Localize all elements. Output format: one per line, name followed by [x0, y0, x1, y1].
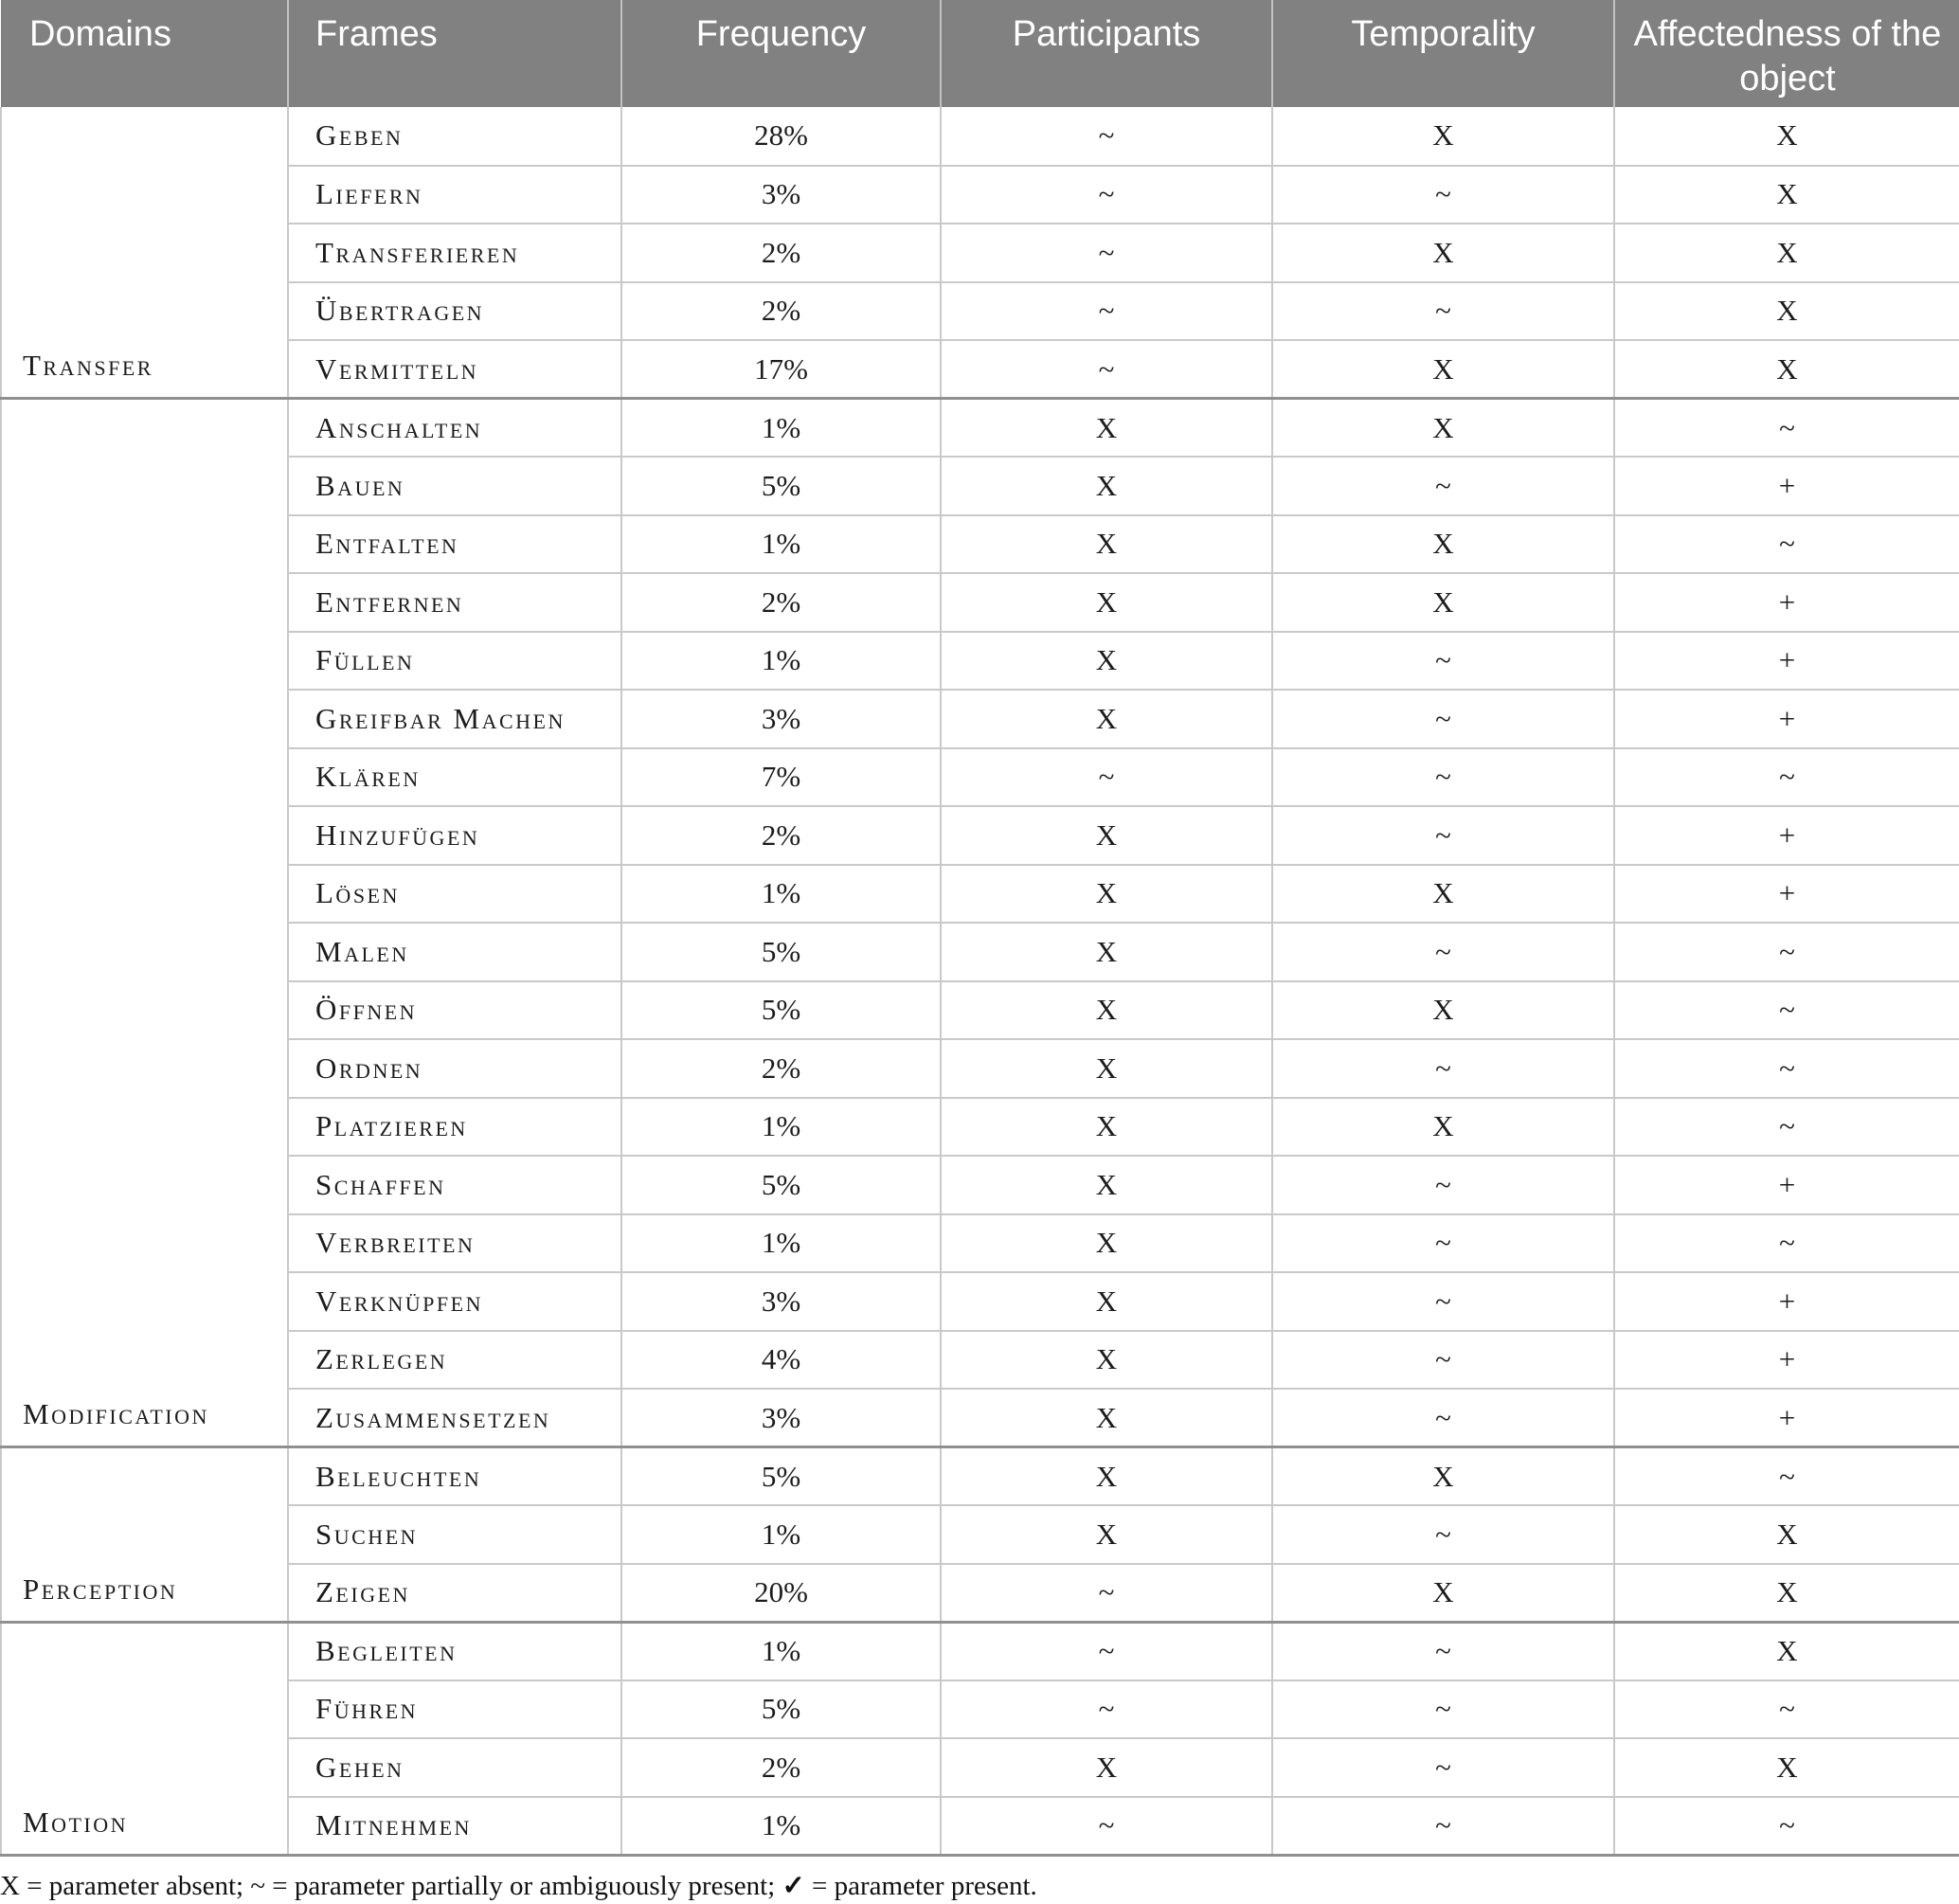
domain-cell: Modification	[1, 399, 288, 1447]
affectedness-cell: +	[1614, 1331, 1959, 1390]
frequency-cell: 2%	[621, 806, 941, 865]
frame-cell: Füllen	[288, 632, 621, 691]
footnote-text-before: X = parameter absent; ~ = parameter partially or ambiguously present;	[0, 1870, 782, 1901]
frame-cell: Führen	[288, 1680, 621, 1739]
temporality-cell: ~	[1272, 1680, 1614, 1739]
table-row	[1, 107, 1959, 166]
participants-cell: X	[941, 1098, 1272, 1157]
frequency-cell: 4%	[621, 1331, 941, 1390]
table-row	[1, 1389, 1959, 1447]
table-row	[1, 923, 1959, 981]
table-header	[1, 0, 1959, 107]
table-row	[1, 340, 1959, 399]
affectedness-cell: ~	[1614, 1098, 1959, 1157]
table-row	[1, 1797, 1959, 1856]
affectedness-cell: X	[1614, 1622, 1959, 1680]
frame-cell: Übertragen	[288, 282, 621, 341]
frequency-cell: 5%	[621, 923, 941, 981]
column-header-participants: Participants	[941, 0, 1272, 107]
frame-cell: Mitnehmen	[288, 1797, 621, 1856]
frequency-cell: 2%	[621, 1738, 941, 1797]
frequency-cell: 5%	[621, 1447, 941, 1506]
affectedness-cell: X	[1614, 224, 1959, 282]
domain-cell: Motion	[1, 1622, 288, 1855]
frame-cell: Geben	[288, 107, 621, 166]
affectedness-cell: X	[1614, 1505, 1959, 1564]
table-row	[1, 632, 1959, 691]
participants-cell: X	[941, 1447, 1272, 1506]
participants-cell: X	[941, 981, 1272, 1040]
temporality-cell: X	[1272, 1098, 1614, 1157]
frame-cell: Zusammensetzen	[288, 1389, 621, 1447]
frequency-cell: 20%	[621, 1564, 941, 1623]
frame-cell: Zeigen	[288, 1564, 621, 1623]
participants-cell: X	[941, 573, 1272, 632]
column-header-frames: Frames	[288, 0, 621, 107]
column-header-affectedness: Affectedness of the object	[1614, 0, 1959, 107]
table-row	[1, 1156, 1959, 1214]
participants-cell: ~	[941, 282, 1272, 341]
frame-cell: Malen	[288, 923, 621, 981]
affectedness-cell: +	[1614, 806, 1959, 865]
frame-cell: Entfernen	[288, 573, 621, 632]
table-row	[1, 981, 1959, 1040]
frame-cell: Vermitteln	[288, 340, 621, 399]
affectedness-cell: ~	[1614, 399, 1959, 458]
temporality-cell: X	[1272, 865, 1614, 924]
frame-cell: Öffnen	[288, 981, 621, 1040]
temporality-cell: ~	[1272, 1331, 1614, 1390]
temporality-cell: ~	[1272, 1738, 1614, 1797]
frequency-cell: 3%	[621, 690, 941, 748]
participants-cell: X	[941, 1331, 1272, 1390]
frame-cell: Lösen	[288, 865, 621, 924]
temporality-cell: ~	[1272, 282, 1614, 341]
table-row	[1, 457, 1959, 515]
frequency-cell: 1%	[621, 399, 941, 458]
affectedness-cell: ~	[1614, 515, 1959, 574]
affectedness-cell: X	[1614, 340, 1959, 399]
table-row	[1, 1214, 1959, 1273]
temporality-cell: ~	[1272, 1156, 1614, 1214]
temporality-cell: X	[1272, 1447, 1614, 1506]
frame-cell: Verknüpfen	[288, 1272, 621, 1331]
participants-cell: ~	[941, 1564, 1272, 1623]
participants-cell: X	[941, 1738, 1272, 1797]
frame-cell: Beleuchten	[288, 1447, 621, 1506]
temporality-cell: ~	[1272, 1389, 1614, 1447]
temporality-cell: X	[1272, 107, 1614, 166]
frame-cell: Suchen	[288, 1505, 621, 1564]
affectedness-cell: ~	[1614, 1039, 1959, 1098]
participants-cell: X	[941, 865, 1272, 924]
table-row	[1, 1039, 1959, 1098]
frame-cell: Hinzufügen	[288, 806, 621, 865]
table-row	[1, 690, 1959, 748]
frame-cell: Klären	[288, 748, 621, 807]
temporality-cell: ~	[1272, 1214, 1614, 1273]
affectedness-cell: X	[1614, 107, 1959, 166]
table-row	[1, 748, 1959, 807]
frame-cell: Anschalten	[288, 399, 621, 458]
table-row	[1, 1564, 1959, 1623]
participants-cell: X	[941, 515, 1272, 574]
frequency-cell: 28%	[621, 107, 941, 166]
table-row	[1, 1505, 1959, 1564]
participants-cell: ~	[941, 748, 1272, 807]
temporality-cell: X	[1272, 224, 1614, 282]
temporality-cell: ~	[1272, 1797, 1614, 1856]
participants-cell: ~	[941, 224, 1272, 282]
column-header-frequency: Frequency	[621, 0, 941, 107]
temporality-cell: ~	[1272, 1039, 1614, 1098]
temporality-cell: X	[1272, 515, 1614, 574]
frequency-cell: 17%	[621, 340, 941, 399]
affectedness-cell: ~	[1614, 981, 1959, 1040]
frame-cell: Gehen	[288, 1738, 621, 1797]
participants-cell: X	[941, 1039, 1272, 1098]
frame-cell: Verbreiten	[288, 1214, 621, 1273]
participants-cell: X	[941, 1505, 1272, 1564]
affectedness-cell: +	[1614, 865, 1959, 924]
participants-cell: ~	[941, 1797, 1272, 1856]
temporality-cell: ~	[1272, 632, 1614, 691]
participants-cell: X	[941, 1156, 1272, 1214]
frame-cell: Platzieren	[288, 1098, 621, 1157]
temporality-cell: ~	[1272, 166, 1614, 225]
table-row	[1, 166, 1959, 225]
table-row	[1, 515, 1959, 574]
table-row	[1, 282, 1959, 341]
affectedness-cell: +	[1614, 1389, 1959, 1447]
participants-cell: ~	[941, 107, 1272, 166]
frequency-cell: 2%	[621, 282, 941, 341]
participants-cell: ~	[941, 340, 1272, 399]
table-row	[1, 1622, 1959, 1680]
participants-cell: X	[941, 806, 1272, 865]
table-row	[1, 1738, 1959, 1797]
participants-cell: X	[941, 923, 1272, 981]
frame-cell: Transferieren	[288, 224, 621, 282]
affectedness-cell: ~	[1614, 1447, 1959, 1506]
domain-cell: Perception	[1, 1447, 288, 1623]
frequency-cell: 1%	[621, 865, 941, 924]
frequency-cell: 5%	[621, 457, 941, 515]
temporality-cell: X	[1272, 340, 1614, 399]
temporality-cell: X	[1272, 573, 1614, 632]
temporality-cell: X	[1272, 1564, 1614, 1623]
table-footnote	[0, 1870, 1959, 1902]
temporality-cell: ~	[1272, 748, 1614, 807]
table-row	[1, 224, 1959, 282]
frame-cell: Begleiten	[288, 1622, 621, 1680]
frequency-cell: 1%	[621, 1098, 941, 1157]
table-row	[1, 1680, 1959, 1739]
frame-cell: Liefern	[288, 166, 621, 225]
frequency-cell: 5%	[621, 981, 941, 1040]
temporality-cell: ~	[1272, 1272, 1614, 1331]
frequency-cell: 1%	[621, 515, 941, 574]
table-row	[1, 1447, 1959, 1506]
affectedness-cell: +	[1614, 457, 1959, 515]
participants-cell: X	[941, 457, 1272, 515]
participants-cell: ~	[941, 1680, 1272, 1739]
frequency-cell: 2%	[621, 573, 941, 632]
affectedness-cell: ~	[1614, 923, 1959, 981]
footnote-text-after: = parameter present.	[804, 1870, 1037, 1901]
affectedness-cell: +	[1614, 573, 1959, 632]
frequency-cell: 2%	[621, 224, 941, 282]
participants-cell: ~	[941, 166, 1272, 225]
header-row	[1, 0, 1959, 107]
table-row	[1, 1331, 1959, 1390]
footnote-checkmark: ✓	[782, 1870, 805, 1901]
affectedness-cell: +	[1614, 690, 1959, 748]
table-body	[1, 107, 1959, 1855]
affectedness-cell: ~	[1614, 748, 1959, 807]
table-row	[1, 1272, 1959, 1331]
table-row	[1, 1098, 1959, 1157]
frequency-cell: 1%	[621, 1622, 941, 1680]
affectedness-cell: X	[1614, 1738, 1959, 1797]
participants-cell: X	[941, 632, 1272, 691]
affectedness-cell: ~	[1614, 1214, 1959, 1273]
temporality-cell: X	[1272, 399, 1614, 458]
frequency-cell: 5%	[621, 1156, 941, 1214]
table-row	[1, 865, 1959, 924]
participants-cell: X	[941, 399, 1272, 458]
participants-cell: ~	[941, 1622, 1272, 1680]
temporality-cell: ~	[1272, 690, 1614, 748]
column-header-domains: Domains	[1, 0, 288, 107]
frequency-cell: 1%	[621, 1214, 941, 1273]
affectedness-cell: ~	[1614, 1680, 1959, 1739]
affectedness-cell: X	[1614, 1564, 1959, 1623]
participants-cell: X	[941, 1214, 1272, 1273]
frame-cell: Ordnen	[288, 1039, 621, 1098]
frequency-cell: 5%	[621, 1680, 941, 1739]
frame-cell: Greifbar Machen	[288, 690, 621, 748]
affectedness-cell: +	[1614, 1272, 1959, 1331]
temporality-cell: ~	[1272, 1505, 1614, 1564]
temporality-cell: ~	[1272, 457, 1614, 515]
frequency-cell: 3%	[621, 1389, 941, 1447]
participants-cell: X	[941, 1272, 1272, 1331]
frame-cell: Entfalten	[288, 515, 621, 574]
affectedness-cell: ~	[1614, 1797, 1959, 1856]
affectedness-cell: X	[1614, 282, 1959, 341]
participants-cell: X	[941, 1389, 1272, 1447]
affectedness-cell: +	[1614, 1156, 1959, 1214]
table-row	[1, 806, 1959, 865]
frequency-cell: 1%	[621, 1797, 941, 1856]
temporality-cell: ~	[1272, 806, 1614, 865]
frame-cell: Bauen	[288, 457, 621, 515]
temporality-cell: ~	[1272, 923, 1614, 981]
frame-cell: Schaffen	[288, 1156, 621, 1214]
frequency-cell: 7%	[621, 748, 941, 807]
affectedness-cell: +	[1614, 632, 1959, 691]
domain-cell: Transfer	[1, 107, 288, 399]
participants-cell: X	[941, 690, 1272, 748]
frequency-cell: 1%	[621, 1505, 941, 1564]
table-row	[1, 399, 1959, 458]
affectedness-cell: X	[1614, 166, 1959, 225]
temporality-cell: X	[1272, 981, 1614, 1040]
temporality-cell: ~	[1272, 1622, 1614, 1680]
frequency-cell: 3%	[621, 166, 941, 225]
frequency-cell: 2%	[621, 1039, 941, 1098]
frequency-cell: 1%	[621, 632, 941, 691]
table-row	[1, 573, 1959, 632]
frame-cell: Zerlegen	[288, 1331, 621, 1390]
frequency-cell: 3%	[621, 1272, 941, 1331]
column-header-temporality: Temporality	[1272, 0, 1614, 107]
